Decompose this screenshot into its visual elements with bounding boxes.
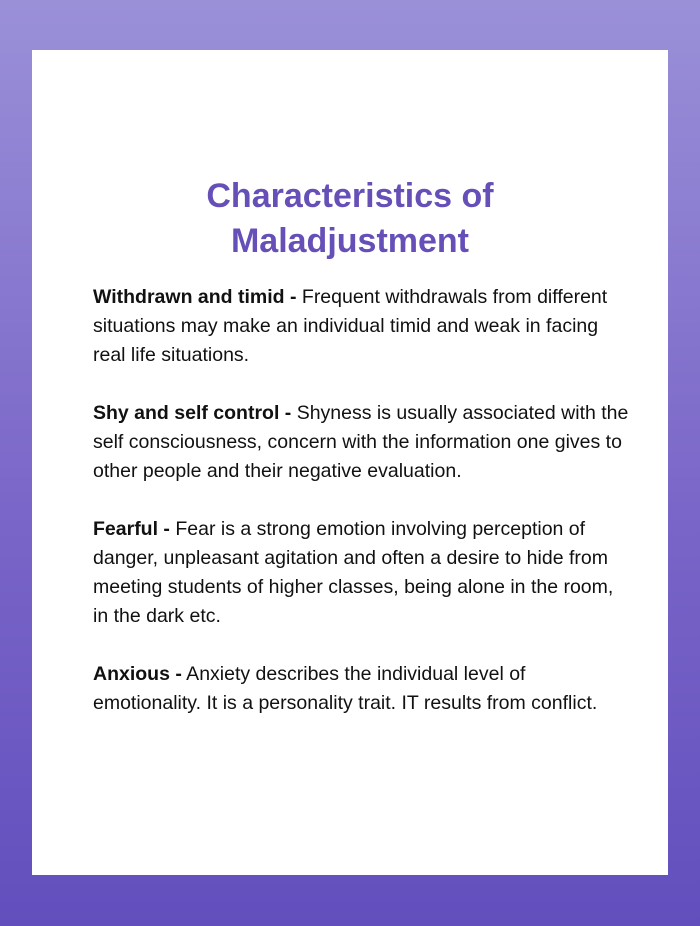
characteristic-term: Fearful -: [93, 518, 170, 540]
characteristic-description: Frequent withdrawals from different situations may make an individual timid and weak in facing real life situations.: [93, 286, 608, 366]
title-line-2: Maladjustment: [230, 222, 470, 260]
characteristic-anxious: [93, 660, 633, 718]
characteristic-fearful: [93, 515, 633, 631]
characteristics-list: [93, 283, 633, 747]
characteristic-description: Shyness is usually associated with the self consciousness, concern with the information one gives to other people and their negative evaluation.: [93, 402, 629, 482]
characteristic-term: Withdrawn and timid -: [93, 286, 297, 308]
page-title: [32, 174, 668, 264]
characteristic-description: Fear is a strong emotion involving perception of danger, unpleasant agitation and often a desire to hide from meeting students of higher classes, being alone in the room, in the dark etc.: [93, 518, 614, 627]
characteristic-term: Anxious -: [93, 663, 182, 685]
characteristic-description: Anxiety describes the individual level of emotionality. It is a personality trait. IT results from conflict.: [93, 663, 598, 714]
characteristic-term: Shy and self control -: [93, 402, 292, 424]
characteristic-withdrawn: [93, 283, 633, 370]
content-card: [32, 50, 668, 875]
title-line-1: Characteristics of: [206, 177, 494, 215]
characteristic-shy: [93, 399, 633, 486]
